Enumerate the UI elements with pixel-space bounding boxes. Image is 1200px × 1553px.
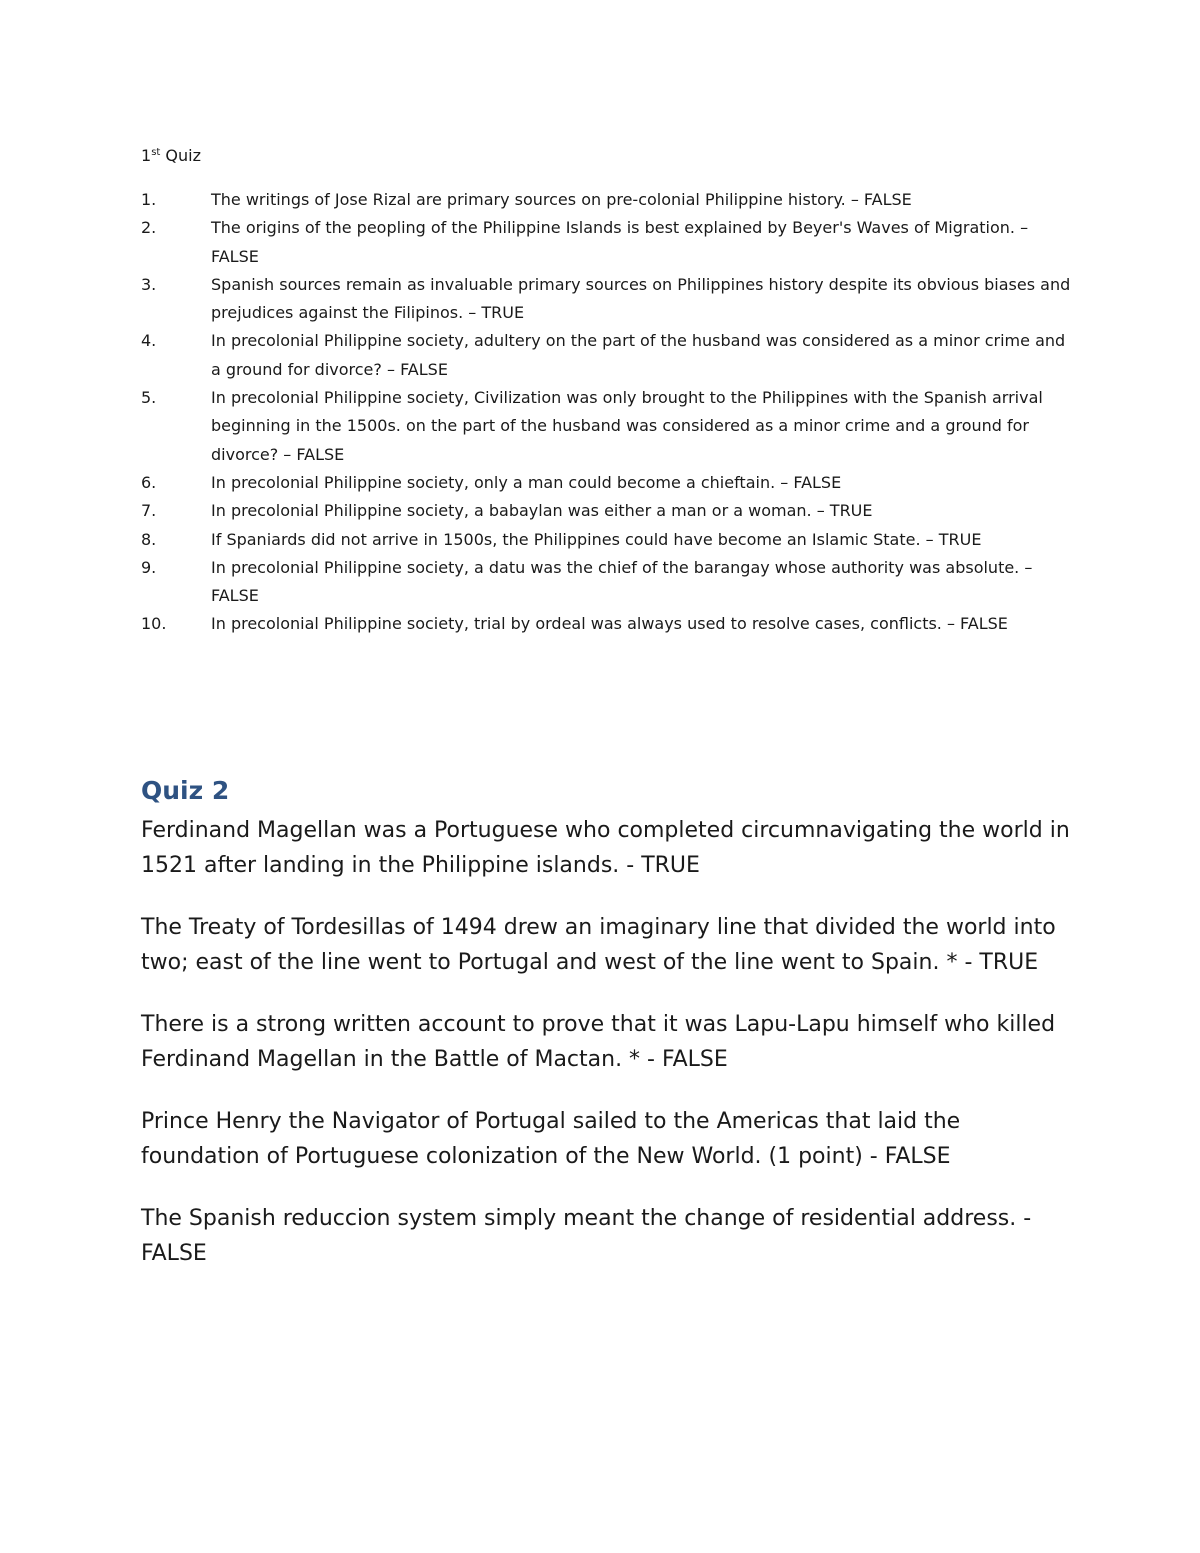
quiz1-question [141,610,1071,638]
question-number: 4. [141,331,157,351]
quiz2-question: The Spanish reduccion system simply meant the change of residential address. - FALSE [141,1206,1032,1266]
quiz1-question [141,497,1071,525]
quiz1-heading-number: 1 [141,146,152,165]
question-text: The origins of the peopling of the Philippine Islands is best explained by Beyer's Waves of Migration. – FALSE [211,218,1029,266]
question-number: 1. [141,190,157,209]
quiz2-heading: Quiz 2 [141,776,230,805]
question-number: 5. [141,388,157,408]
quiz1-question [141,214,1071,271]
question-text: In precolonial Philippine society, a babaylan was either a man or a woman. – TRUE [211,501,873,521]
question-number: 10. [141,614,167,634]
quiz2-question: There is a strong written account to prove that it was Lapu-Lapu himself who killed Ferdinand Magellan in the Battle of Mactan. * - FALSE [141,1012,1056,1072]
quiz2-question: The Treaty of Tordesillas of 1494 drew an imaginary line that divided the world into two; east of the line went to Portugal and west of the line went to Spain. * - TRUE [141,915,1056,975]
question-text: The writings of Jose Rizal are primary sources on pre-colonial Philippine history. – FALSE [211,190,912,209]
question-text: In precolonial Philippine society, trial by ordeal was always used to resolve cases, conflicts. – FALSE [211,614,1008,634]
question-text: If Spaniards did not arrive in 1500s, the Philippines could have become an Islamic State. – TRUE [211,529,982,549]
quiz1-heading [141,144,201,168]
question-number: 9. [141,557,157,577]
question-number: 6. [141,472,157,492]
question-number: 8. [141,529,157,549]
quiz1-question [141,271,1071,328]
quiz1-question [141,186,1071,214]
quiz1-heading-ordinal: st [151,147,161,158]
question-number: 3. [141,274,157,294]
quiz1-question [141,526,1071,554]
question-number: 7. [141,501,157,521]
quiz2-question: Ferdinand Magellan was a Portuguese who completed circumnavigating the world in 1521 after landing in the Philippine islands. - TRUE [141,818,1070,878]
question-text: In precolonial Philippine society, a datu was the chief of the barangay whose authority was absolute. – FALSE [211,557,1033,606]
question-number: 2. [141,218,157,238]
quiz1-question [141,384,1071,469]
quiz2-question-list [141,813,1071,1298]
quiz2-question: Prince Henry the Navigator of Portugal sailed to the Americas that laid the foundation of Portuguese colonization of the New World. (1 point) - FALSE [141,1109,961,1169]
quiz1-question [141,554,1071,611]
quiz1-question [141,327,1071,384]
question-text: In precolonial Philippine society, adultery on the part of the husband was considered as a minor crime and a ground for divorce? – FALSE [211,331,1066,379]
question-text: In precolonial Philippine society, only a man could become a chieftain. – FALSE [211,472,842,492]
question-text: In precolonial Philippine society, Civilization was only brought to the Philippines with the Spanish arrival beginning in the 1500s. on the part of the husband was considered as a minor crime and a ground for divorce? – FALSE [211,388,1043,464]
quiz1-question-list [141,186,1071,639]
quiz1-heading-label: Quiz [160,146,201,165]
question-text: Spanish sources remain as invaluable primary sources on Philippines history despite its obvious biases and prejudices against the Filipinos. – TRUE [211,274,1071,323]
quiz1-question [141,469,1071,497]
